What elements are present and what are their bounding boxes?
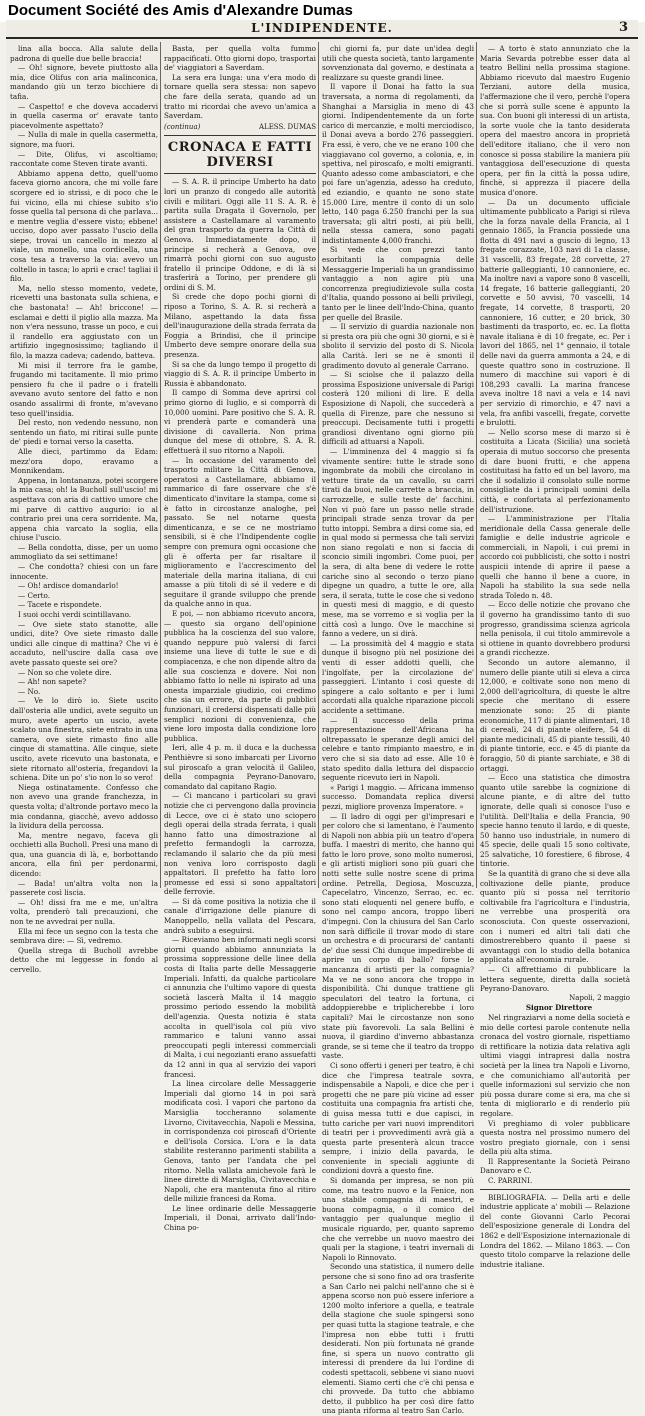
article-paragraph: Appena, in lontananza, potei scorgere la mia casa; oh! la Bucholl sull'uscio! mi aspettava con aria di cattivo umore che mi parve di cattivo augurio: io al contrario prei una cera sorridente. Ma, appena chia varcato la soglia, ella chiuse l'uscio.	[10, 475, 158, 543]
article-paragraph: — No.	[18, 686, 41, 696]
article-paragraph: Il vapore il Donai ha fatto la sua traversata, a norma di regolamenti, da Shanghai a Marsiglia in meno di 43 giorni. Indipendentemente da un forte carico di mercanzie, e molti merciodisco, il Donai aveva a bordo 276 passeggieri. Fra essi, è vero, che ve ne erano 100 che viaggiavano col governo, a colonia, e, in spettiva, nel piroscafo, e molti emigranti. Quanto adesso come ambasciatori, e che poi fare un'agenzia, adesso ha creduto, ed eziandio, e quanto ne sono state 15.000 Lire, mentre il conto di un solo letto, 140 paga 6.250 franchi per la sua traversata; gli altri posti, ai più belli, nella stessa camera, sono pagati indistintamente 4,000 franchi.	[322, 82, 474, 245]
article-paragraph: Alle dieci, partimmo da Edam: mezz'ora dopo, eravamo a Monnikendam.	[10, 446, 158, 476]
article-paragraph: — Certo.	[18, 590, 51, 600]
article-paragraph: Nel ringraziarvi a nome della società e mio delle cortesi parole contenute nella cronaca del vostro giornale, rispettiamo di rettificare la notizia data relativa agli ultimi viaggi intrapresi dalla nostra società per la linea tra Napoli e Livorno, e che comunichiamo all'autorità per quelle informazioni sul servizio che non più possa durare come si era, ma che si tenta di migliorarlo e di renderlo più regolare.	[480, 1012, 630, 1118]
section-rule	[480, 1189, 630, 1190]
masthead-rule	[6, 37, 638, 39]
article-paragraph: Ma, nello stesso momento, vedete, ricevetti una bastonata sulla schiena, e che bastonata! — Ah! briccone! — esclamai e detti il piglio alla mazza. Ma non v'era nessuno, trasse un poco, e cui il randello era aggiustato con un artifizio ingegnosissimo; tagliando il filo, la mazza cadeva; cadendo, batteva.	[10, 283, 158, 360]
article-paragraph: chi giorni fa, pur date un'idea degli utili che questa società, tanto largamente sovvenzionata dal governo, e destinata a realizzare su queste grandi linee.	[322, 44, 474, 82]
article-paragraph: Basta, per quella volta fummo rappacificati. Otto giorni dopo, trasportai de' viaggiatori a Saverdam.	[164, 44, 316, 73]
section-rule	[164, 173, 316, 174]
article-paragraph: Abbiamo appena detto, quell'uomo faceva giorno ancora, che mi volle fare scorgere ed io strissi, e di poco che le fui vicino, ella mi chiese subito s'io fosse quella tal persona di che parlava... e mentre veglia d'essere visto; ebbene! ucciso, dopo aver passato l'uscio della siepe, trovai un cancello in mezzo al viale, un monello, una cordicella, una cosa tesa a traverso la via: avevo un coltello in tasca; lo aprii e crac! tagliai il filo.	[10, 168, 158, 284]
article-paragraph: Vi preghiamo di voler pubblicare questa nostra nel prossimo numero del vostro pregiato giornale, con i sensi della più alta stima.	[480, 1118, 630, 1157]
article-paragraph: Ieri, alle 4 p. m. il duca e la duchessa Penthièvre si sono imbarcati per Livorno sul piroscafo a gran velocità il Galileo, della compagnia Peyrano-Danovaro, comandato dal capitano Ragio.	[164, 743, 316, 791]
article-paragraph: Ci sono offerti i generi per teatro, è chi dice che l'impresa teatrale sovra, indispensabile a Napoli, e dice che per i progetti che ne pare più vicine ad esser costituita una compagnia fra artisti che, di guisa messa tutti e due capisci, in tutto cariche per vari nuovi imprenditori di teatri per i provvedimenti avrà già a questa parte presenterà alcun tracce sempre, i inizio della pavarda, le conveniente in speciali aggiunte di condizioni dovrà a questo fine.	[322, 1060, 474, 1176]
article-paragraph: — A torto è stato annunziato che la Maria Sevarda potrebbe esser data al teatro Bellini nella prossima stagione. Abbiamo ricevuto dal maestro Eugenio Terziani, autore della musica, l'affermazione che il vero, perchè l'opera che si porrà sulle scene è appunto la sua. Con buoni gli interessi di un artista, la sorte vuole che la tanto desiderata opera del maestro ancora in proprietà dell'editore italiano, che il vero non conosce si possa stabilire la maniera più vantaggiosa dell'esecuzione di questa opera, per fin la città la possa udire, finchè, si apprezza il piacere della musica d'onore.	[480, 44, 630, 197]
column-divider	[318, 42, 319, 888]
column-4	[480, 44, 630, 1269]
article-paragraph: Secondo un autore alemanno, il numero delle piante utili si eleva a circa 12,000, e coltivate sono non meno di 2,000 dell'agricoltura, di queste le altre specie che meritano di essere menzionate sono: 25 di piante economiche, 117 di piante alimentari, 18 di cereali, 24 di piante oleifere, 54 di piante medicinali, 45 di piante tessili, 40 di piante tintorie, ecc. e 45 di piante da foraggio, 50 di piante sarchiate, e 38 di ortaggi.	[480, 658, 630, 773]
column-3	[322, 44, 474, 1416]
article-paragraph: — L'amministrazione per l'Italia meridionale della Cassa generale delle famiglie e delle industrie agricole e commerciali, in Napoli, i cui premi in accordo coi pubblicisti, che sotto i nostri auspicii intende di aprire il paese a quelli che hanno il bene a cuore, in Napoli ha stabilito la sua sede nella strada Toledo n. 48.	[480, 514, 630, 600]
article-paragraph: — Riceviamo ben informati negli scorsi giorni quando abbiamo annunziata la prossima soppressione delle linee della costa di Italia parte delle Messaggerie Imperiali. Infatti, da qualche particolare ci annunzia che l'ultimo vapore di questa società lascerà Malta il 14 maggio prossimo periodo essendo la mobilità dell'agenzia. Questa notizia è stata accolta in quell'isola col più vivo rammarico e taluni vanno assai preoccupati pegli interessi commerciali di Malta, i cui negozianti erano assuefatti da 12 anni in qua al servizio dei vapori francesi.	[164, 935, 316, 1079]
article-paragraph: — Si dà come positiva la notizia che il canale d'irrigazione delle pianure di Manoppello, nella vallata del Pescara, andrà subito a eseguirsi.	[164, 896, 316, 935]
article-paragraph: Il campo di Somma deve aprirsi col primo giorno di luglio, e si comporrà di 10,000 uomini. Pare positivo che S. A. R. vi prenderà parte e comanderà una divisione di cavalleria. Non prima dunque del mese di ottobre, S. A. R. effettuerà il suo ritorno a Napoli.	[164, 388, 316, 455]
article-paragraph: — Nulla di male in quella casermetta, signore, ma fuori.	[10, 130, 158, 149]
article-paragraph: Mi misi il terrore fra le gambe, frugando mi tacitamente. Il mio primo pensiero fu che il padre o i fratelli avevano avuto sentore del fatto e non osando assalirmi di fronte, m'avevano teso quell'insidia.	[10, 360, 158, 418]
bibliography-paragraph: BIBLIOGRAFIA. — Della arti e delle industrie applicate a' mobili — Relazione del conte Giovanni Carlo Pecorai dell'esposizione generale di Londra del 1862 e dell'Esposizione internazionale di Londra del 1862. — Milano 1863. — Con questo titolo comparve la relazione delle industrie italiane.	[480, 1192, 630, 1269]
masthead	[6, 20, 638, 38]
article-paragraph: — Il successo della prima rappresentazione dell'Africana ha oltrepassato le speranze degli amici del celebre e tanto rimpianto maestro, e in vero che si sia dato ad esse. Alle 10 è stato spedito dalla lettura del dispaccio seguente ricevuto ieri in Napoli.	[322, 715, 474, 783]
article-paragraph: Quella strega di Bucholl avrebbe detto che mi leggesse in fondo al cervello.	[10, 945, 158, 974]
article-paragraph: — Ecco delle notizie che provano che il governo ha grandissimo tanto di suo progresso, grandissima scienza agricola nella penisola, il cui titolo ammirevole a si ottiene in quanto dovrebbero prodursi a grandi ricchezze.	[480, 600, 630, 658]
newspaper-name: L'INDIPENDENTE.	[251, 21, 393, 35]
article-paragraph: La linea circolare delle Messaggerie Imperiali dal giorno 14 in poi sarà modificata così. I vapori che partono da Marsiglia toccheranno solamente Livorno, Civitavecchia, Napoli e Messina, in corrispondenza coi piroscafi d'Oriente e dell'isola Corsica. L'ora e la data stabilite resteranno parimenti stabilita a Genova, tanto per l'andata che pel ritorno. Nella vallata amichevole farà le linee dirette di Marsiglia, Civitavecchia e Napoli, che era mantenuta fino al ritiro delle milizie francesi da Roma.	[164, 1079, 316, 1204]
article-paragraph: — L'imminenza del 4 maggio si fa vivamente sentire: tutte le strade sono ingombrate da mobili che circolano in vetture tirate da un cavallo, su carri tirati da buoi, nelle carrette a braccia, in carrozzelle, e sulle teste de' facchini. Non vi può fare un passo nelle strade principali strade senza trovar da per tutto intoppi. Sembra a dirsi come sia, ed in qual modo si permessa che tali servizi non siano regolati e non si faccia di sconcio simili ingombri. Come puoi, per la sera, di alta bene di vedere le rotte cariche sino al secondo o terzo piano dipegne un quadro, a tutte le ore, alla sera, il serata, tutte le cose che si vedono in questi mesi di maggio, e di questo mese, ma se vorremo e si voglia per la città così a lungo. Ove le macchine si fanno a vedere, un si dirà.	[322, 446, 474, 639]
header-bar	[0, 0, 645, 22]
section-headline: CRONACA E FATTI DIVERSI	[167, 140, 313, 171]
article-paragraph: — Si sciolse che il palazzo della prossima Esposizione universale di Parigi costerà 120 milioni di lire. E della Esposizione di Napoli, che succederà a quella di Firenze, pare che nessuno si preoccupi. Decisamente tutti i progetti grandiosi diventano ogni giorno più difficili ad attuarsi a Napoli.	[322, 370, 474, 447]
article-paragraph: C. PARRINI.	[488, 1176, 533, 1186]
article-paragraph: Si sa che da lungo tempo il progetto di viaggio di S. A. R. il principe Umberto in Russia è abbandonato.	[164, 359, 316, 388]
article-paragraph: — Bella condotta, disse, per un uomo ammogliato da sei settimane!	[10, 542, 158, 562]
article-paragraph: Si vede che con prezzi tanto esorbitanti la compagnia delle Messaggerie Imperiali ha un grandissimo vantaggio a non agire più una concorrenza pregiudizievole sulla costa d'Italia, quando possono ai belli privilegi, tanto per le linee dell'Indo-China, quanto per quelle del Brasile.	[322, 245, 474, 322]
article-paragraph: La sera era lunga: una v'era modo di tornare quella sera stessa: non sapevo che fare della serata, quando ad un tratto mi ricordai che avevo un'amica a Saverdam.	[164, 72, 316, 121]
article-paragraph: Del resto, non vedendo nessuno, non sentendo un fiato, mi ritirai sulle punte de' piedi e tornai verso la casetta.	[10, 418, 158, 447]
article-paragraph: — Oh! ardisce domandarlo!	[18, 581, 119, 591]
article-paragraph: — Che condotta? chiesi con un fare innocente.	[10, 562, 158, 581]
article-paragraph: — Da un documento ufficiale ultimamente pubblicato a Parigi si rileva che la forza navale della Francia, al 1 gennaio 1865, la Francia possiede una flotta di 491 navi a guscio di legno, 13 fregate corazzate, 103 navi di 1a classe, 31 vascelli, 83 fregate, 28 corvette, 27 batterie galleggianti, 10 cannoniere, ec. Ma inoltre navi a vapore sono 8 vascelli, 14 fregate, 16 batterie galleggianti, 20 corvette e 50 avvisi, 70 vascelli, 14 fregate, 14 corvette, 8 trasporti, 20 cannoniere, 16 cutter, e 20 brick, 30 bastimenti da trasporto, ec. ec. La flotta navale italiana è di 10 fregate, ec. Per i lavori del 1865, nel 1° gennaio, il totale delle navi da guerra ammonta a 24, e di queste quattro sono in costruzione. Il numero di macchine sui vapori è di 108,293 cavalli. La marina francese aveva inoltre 18 navi a vela e 14 navi per servizio di rimorchio, e 47 navi a vela, fra anfibi vascelli, fregate, corvette e brulotti.	[480, 197, 630, 428]
site-title: Document Société des Amis d'Alexandre Dumas	[8, 2, 353, 19]
article-paragraph: Secondo una statistica, il numero delle persone che si sono fino ad ora trasferite a San Carlo nei palchi nell'anno che si è appena scorso non può essere inferiore a 1200 molto inferiore a quella, e teatrale della stagione che suole spingersi sono per quasi tutta la stagione teatrale, e che l'impresa non ebbe tutti i frutti desiderati. Non più fortunata né grande fine, si spera un nuovo contratto gli interessi di prendere da lui l'ordine di codesti spettacoli, sebbene vi siano nuovi elementi. Siamo certi che c'è chi pensa e chi provvede. Da tutto che abbiamo detto, il pubblico ha per così dire fatto una pianta riforma al teatro San Carlo.	[322, 1262, 474, 1416]
article-paragraph: E poi, — non abbiamo ricevuto ancora, — questo sia organo dell'opinione pubblica ha la coscienza del suo valore, quando neppure può valersi di farci insieme una lieve di tutte le sue e di compiacenza, e che non dipende altro da alle sua coscienza e dovere. Noi non abbiamo fatto lo nelle ni ispirato ad una onesta imparziale giudizio, coi credimo che sia un errore, da parte di pubblici funzionari, il credersi dispensati dalle più semplici nozioni di convenienza, che viene loro imposta dalla condizione loro pubblica.	[164, 609, 316, 743]
article-paragraph: — Ci affrettiamo di pubblicare la lettera seguente, diretta dalla società Peyrano-Danovaro.	[480, 965, 630, 994]
article-paragraph: — Oh! signore, bevete piuttosto alla mia, dice Olifus con aria malinconica, mandando giù un terzo bicchiere di tafia.	[10, 63, 158, 101]
article-paragraph: « Parigi 1 maggio. — Africana immenso successo. Domandata replica diversi pezzi, migliore provenza Imperatore. »	[322, 782, 474, 811]
article-paragraph: — Bada! un'altra volta non la passerete così liscia.	[10, 878, 158, 898]
author-signature: ALESS. DUMAS	[258, 122, 316, 131]
letter-salutation: Signor Direttore	[525, 1003, 593, 1013]
article-paragraph: Niega ostinatamente. Confesso che non avevo una grande franchezza, in questa volta; d'altronde portavo meco la mia condanna, giacchè, avevo addosso la lividura della percossa.	[10, 782, 158, 831]
article-paragraph: — Ah! non sapete?	[18, 677, 87, 687]
column-2	[164, 44, 316, 1233]
newspaper-page	[6, 20, 638, 1416]
letter-place-date: Napoli, 2 maggio	[569, 993, 630, 1002]
page-number: 3	[618, 20, 628, 35]
article-paragraph: — Non so che volete dire.	[18, 667, 112, 677]
article-paragraph: — Dite, Olifus, vi ascoltiamo; raccontate come Steven tirate avanti.	[10, 149, 158, 169]
continued-note: (continua)	[164, 122, 201, 131]
article-paragraph: — Il servizio di guardia nazionale non si presta ora più che ogni 30 giorni, e si è sbolito il servizio del posto di S. Nicola alla Carità. Ieri se ne è smonti il gradimento dovuto al generale Carrano.	[322, 322, 474, 370]
article-paragraph: — Ci mancano i particolari su gravi notizie che ci pervengono dalla provincia di Lecce, ove ci è stato uno sciopero degli operai della strada ferrata, i quali hanno fatto una dimostrazione al prefetto fermandogli la carrozza, reclamando il salario che da più mesi non veniva loro corrisposto dagli appaltatori. Il prefetto ha fatto loro promesse ed essi si sono appaltatori delle ferrovie.	[164, 791, 316, 897]
article-paragraph: — Nello scorso mese di marzo si è costituita a Licata (Sicilia) una società operaia di mutuo soccorso che presenta di dare buoni frutti, e che appena costituitasi ha fatto ed un bel lavoro, ma che il sodalizio il consolato sulle norme consigliate da i principali uomini della città, e confortata al perfezionamento dell'istruzione.	[480, 427, 630, 514]
article-paragraph: Si domanda per impresa, se non più come, ma teatro nuovo e la Fenice, non una stabile compagnia di maestri, e buona compagnia, o il comico del vantaggio per qualunque meglio il musicale riguardo, per, quanto sapremo che che verrebbe un nuovo maestro dei quali per la stagione, i teatri invernali di Napoli lo Rinnovato.	[322, 1176, 474, 1262]
section-rule	[164, 135, 316, 136]
article-paragraph: I suoi occhi verdi scintillavano.	[18, 610, 132, 620]
column-divider	[476, 42, 477, 888]
article-paragraph: — Ve lo dirò io. Siete uscito dall'osteria alle undici, avete seguito un muro, avete aperto un uscio, avete scalato una finestra, siete entrato in una camera, ove siete rimasto fino alle cinque di stamattina. Alle cinque, siete uscito, avete ricevuto una bastonata, e siete ritornato all'osteria, fregandovi la schiena. Dite un po' s'io non lo so vero!	[10, 696, 158, 783]
article-paragraph: — S. A. R. il principe Umberto ha dato lori un pranzo di congedo alle autorità civili e militari. Oggi alle 11 S. A. R. è partita sulla Dragata il Governolo, per assistere a Castellamare al varamento del gran trasporto da guerra la Città di Genova. Immediatamente dopo, il principe si recherà a Genova, ove rimarrà pochi giorni con suo augusto fratello il principe Oddone, e di là si trasferirà a Torino, per prendere gli ordini di S. M.	[164, 177, 316, 292]
article-paragraph: — La prossimità del 4 maggio e stata dunque il bisogno più nel posizione dei venti di esser addotti quelli, che l'ingolfate, per la circolazione de' passeggieri. L'intanto i così queste di spingere a calo soltanto e per i lumi accordati alla qualche riparazione piccoli accidente a settimane.	[322, 638, 474, 715]
article-paragraph: — Ove siete stato stanotte, alle undici, dite? Ove siete rimasto dalle undici alle cinque di mattina? Che vi è accaduto, nell'uscire dalla casa ove avete passato queste sei ore?	[10, 619, 158, 667]
column-1	[10, 44, 158, 974]
article-paragraph: — In occasione del varamento del trasporto militare la Città di Genova, operatosi a Castellamare, abbiamo il rammarico di fare osservare che s'è dimenticato d'invitare la stampa, come si è fatto in circostanze analoghe, pel passato. Se nel notarne questa dimenticanza, e se ce ne mostriamo sensibili, si è che l'Indipendente coglie sempre con premura ogni occasione che gli è offerta per far risaltare il miglioramento e l'accrescimento del materiale della marina italiana, di cui amasse a più titoli di sé il vedere e di seguitare il grande sviluppo che prende da qualche anno in qua.	[164, 455, 316, 609]
article-paragraph: — Tacete e rispondete.	[18, 600, 102, 610]
article-paragraph: Le linee ordinarie delle Messaggerie Imperiali, il Donai, arrivato dall'Indo-China po-	[164, 1203, 316, 1233]
column-divider	[160, 42, 161, 888]
article-paragraph: — Oh! dissi fra me e me, un'altra volta, prenderò tali precauzioni, che non te ne avvedrai per nulla.	[10, 897, 158, 927]
article-paragraph: — Caspetto! e che doveva accadervi in quella caserma or' eravate tanto piacevolmente aspettato?	[10, 101, 158, 130]
article-paragraph: Ma, mentre negavo, faceva gli occhietti alla Bucholl. Presi una mano di qua, una guancia di là, e, borbottando ancora, ella finì per perdonarmi, dicendo:	[10, 830, 158, 879]
article-paragraph: Se la quantità di grano che si deve alla coltivazione delle piante, produce quanto più si possa nel territorio coltivabile fra l'agricoltura e l'industria, ne verrebbe una prosperità ora sconosciuta. Con queste osservazioni, con i numeri ed altri tali dati che dimostrerebbero quanto il paese si avvantaggi con lo studio della botanica applicata all'economia rurale.	[480, 869, 630, 965]
article-paragraph: lina alla bocca. Alla salute della padrona di quelle due belle braccia!	[10, 44, 158, 63]
signature-line	[164, 123, 316, 133]
article-paragraph: Ella mi fece un segno con la testa che sembrava dire: — Sì, vedremo.	[10, 926, 158, 946]
article-paragraph: — Ecco una statistica che dimostra quanto utile sarebbe la cognizione di alcune piante, e di altre del tutto ignorate, delle quali si conosce l'uso e l'utilità. Dell'Italia e della Francia, 90 specie hanno tenuto il lardo, e di queste, 50 hanno uso industriale, in numero di 45 specie, delle quali 15 sono coltivate, 25 salvatiche, 10 forestiere, 6 fibrose, 4 tintorie.	[480, 773, 630, 869]
article-paragraph: — Il ladro di oggi per gl'impresari e per coloro che si lamentano, è l'aumento di Napoli non abbia più un teatro d'opera buffa. I maestri di merito, che hanno qui fatto le loro prove, sono molto numerosi, e gli artisti migliori sono più guari che notti sette sulle nostre scene di prima ordine. Petrella, Degiosa, Moscuzza, Capecelatro, Vincenzo, Serrao, ec. ec. sono stati eloquenti nel genere buffo, e sono nel campo ancora, troppo liberi d'impegni. Con la chiusura del San Carlo non sarà difficile il trovar modo di stare un orchestra e di procurarsi de' cantanti de' due sessi Chi dunque impedirebbe di aprire un corpo di ballo? forse le mancanza di artisti per la compagnia? Ma ve ne sono ancora che troppo in disponibilità. Chi dunque trattiene gli speculatori del teatro la fortuna, ci addoppierebbe e triplicherebbe i loro capitali? Mai le circostanze non sono state più favorevoli. La sala Bellini è nuova, il giardino d'inverno abbastanza grande, se si teme che il teatro da troppo vaste.	[322, 811, 474, 1061]
article-paragraph: Il Rappresentante la Società Peirano Danovaro e C.	[480, 1156, 630, 1176]
article-paragraph: Si crede che dopo pochi giorni di riposo a Torino, S. A. R. si recherà a Milano, aspettando la data fissa dell'inaugurazione della strada ferrata da Foggia a Brindisi, che il principe Umberto deve sempre onorare della sua presenza.	[164, 292, 316, 360]
